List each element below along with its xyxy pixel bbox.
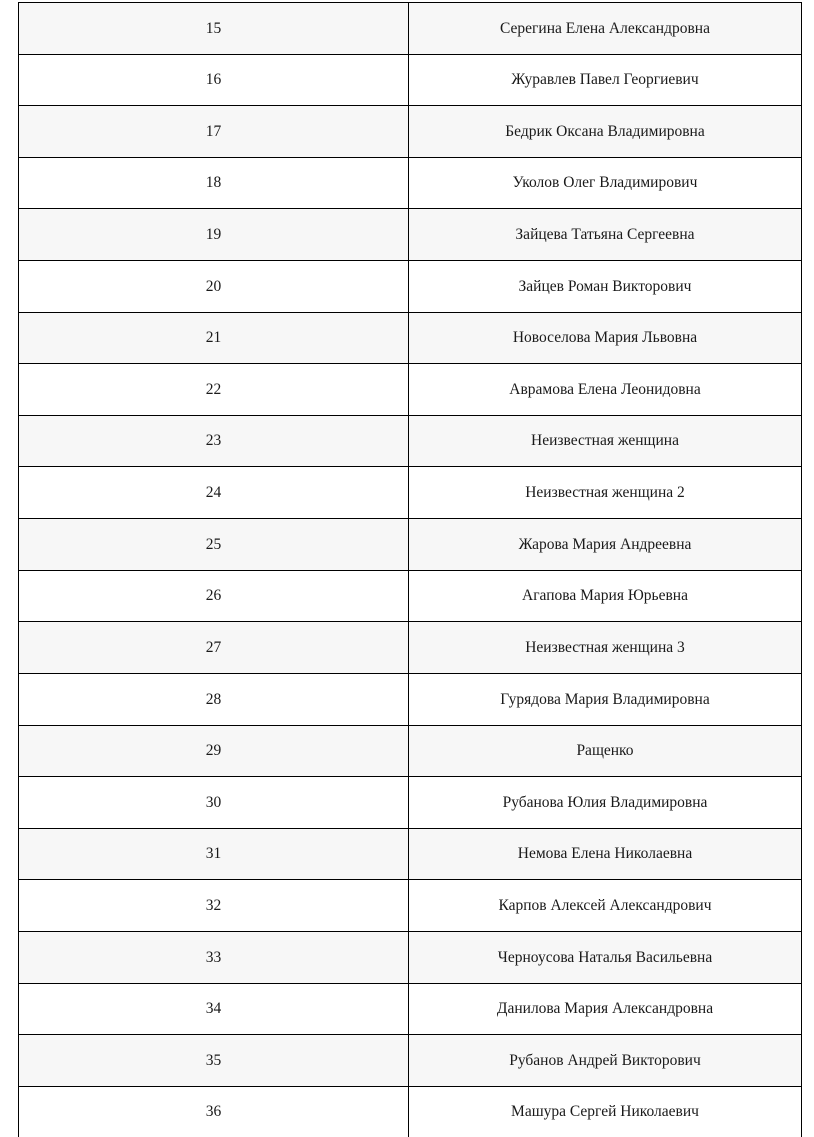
table-row: [19, 777, 802, 829]
table-row: [19, 1086, 802, 1137]
person-name-cell: Зайцева Татьяна Сергеевна: [409, 209, 802, 261]
table-row: [19, 261, 802, 313]
table-row: [19, 106, 802, 158]
person-name-cell: Новоселова Мария Львовна: [409, 312, 802, 364]
row-number-cell: 15: [19, 3, 409, 55]
row-number-cell: 25: [19, 519, 409, 571]
row-number-cell: 24: [19, 467, 409, 519]
person-name-cell: Ращенко: [409, 725, 802, 777]
row-number-cell: 32: [19, 880, 409, 932]
row-number-cell: 30: [19, 777, 409, 829]
person-name-cell: Бедрик Оксана Владимировна: [409, 106, 802, 158]
row-number-cell: 17: [19, 106, 409, 158]
row-number-cell: 18: [19, 157, 409, 209]
person-name-cell: Аврамова Елена Леонидовна: [409, 364, 802, 416]
person-name-cell: Черноусова Наталья Васильевна: [409, 931, 802, 983]
person-name-cell: Журавлев Павел Георгиевич: [409, 54, 802, 106]
person-name-cell: Серегина Елена Александровна: [409, 3, 802, 55]
person-name-cell: Неизвестная женщина 2: [409, 467, 802, 519]
row-number-cell: 27: [19, 622, 409, 674]
table-row: [19, 622, 802, 674]
row-number-cell: 29: [19, 725, 409, 777]
row-number-cell: 31: [19, 828, 409, 880]
table-row: [19, 312, 802, 364]
person-name-cell: Жарова Мария Андреевна: [409, 519, 802, 571]
row-number-cell: 22: [19, 364, 409, 416]
person-name-cell: Неизвестная женщина 3: [409, 622, 802, 674]
row-number-cell: 23: [19, 415, 409, 467]
row-number-cell: 19: [19, 209, 409, 261]
table-row: [19, 519, 802, 571]
table-row: [19, 364, 802, 416]
table-row: [19, 570, 802, 622]
person-name-cell: Данилова Мария Александровна: [409, 983, 802, 1035]
table-row: [19, 725, 802, 777]
table-row: [19, 673, 802, 725]
person-name-cell: Карпов Алексей Александрович: [409, 880, 802, 932]
row-number-cell: 35: [19, 1035, 409, 1087]
table-body: [19, 3, 802, 1137]
table-row: [19, 3, 802, 55]
person-name-cell: Агапова Мария Юрьевна: [409, 570, 802, 622]
row-number-cell: 21: [19, 312, 409, 364]
person-name-cell: Немова Елена Николаевна: [409, 828, 802, 880]
person-name-cell: Уколов Олег Владимирович: [409, 157, 802, 209]
person-name-cell: Рубанов Андрей Викторович: [409, 1035, 802, 1087]
table-row: [19, 983, 802, 1035]
table-row: [19, 931, 802, 983]
table-row: [19, 828, 802, 880]
row-number-cell: 16: [19, 54, 409, 106]
table-row: [19, 1035, 802, 1087]
person-name-cell: Гурядова Мария Владимировна: [409, 673, 802, 725]
table-row: [19, 209, 802, 261]
table-row: [19, 157, 802, 209]
table-row: [19, 415, 802, 467]
row-number-cell: 34: [19, 983, 409, 1035]
row-number-cell: 28: [19, 673, 409, 725]
person-list-table: [18, 2, 802, 1137]
table-row: [19, 880, 802, 932]
person-name-cell: Рубанова Юлия Владимировна: [409, 777, 802, 829]
person-name-cell: Машура Сергей Николаевич: [409, 1086, 802, 1137]
row-number-cell: 20: [19, 261, 409, 313]
table-row: [19, 54, 802, 106]
row-number-cell: 36: [19, 1086, 409, 1137]
row-number-cell: 26: [19, 570, 409, 622]
row-number-cell: 33: [19, 931, 409, 983]
table-row: [19, 467, 802, 519]
person-name-cell: Неизвестная женщина: [409, 415, 802, 467]
person-name-cell: Зайцев Роман Викторович: [409, 261, 802, 313]
